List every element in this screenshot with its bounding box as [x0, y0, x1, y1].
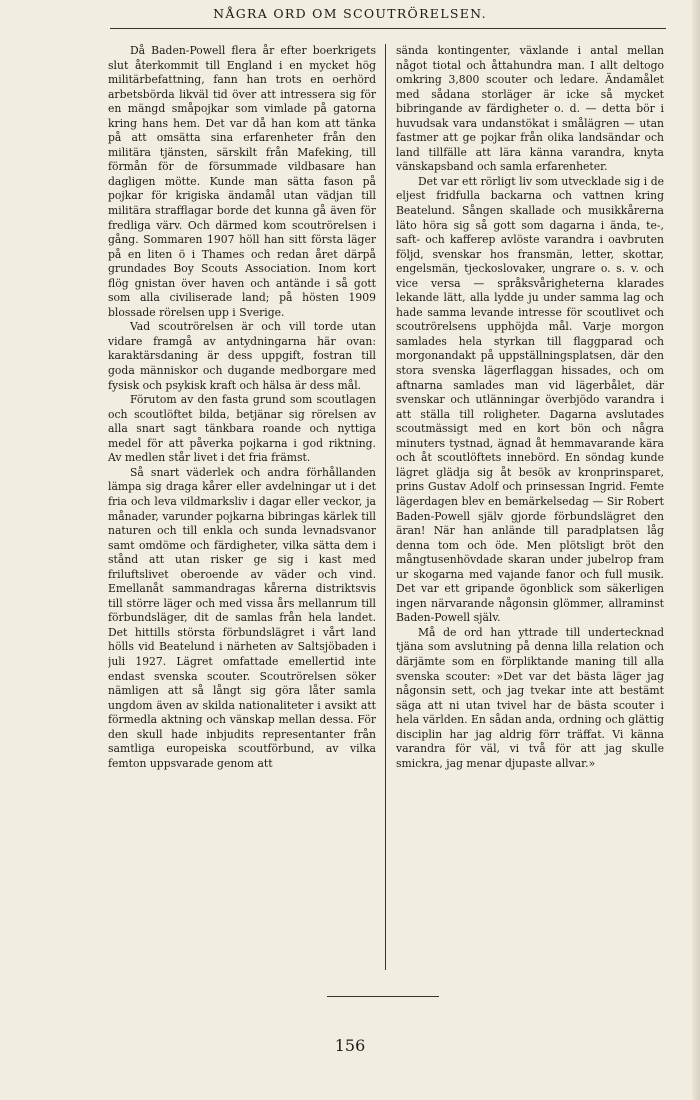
paragraph: Förutom av den fasta grund som scoutlagen och scoutlöftet bilda, betjänar sig rörelsen av alla snart sagt tänkbara roande och nyttiga medel för att påverka pojkarna i god riktning. Av medlen står livet i det fria främst. [108, 393, 376, 465]
paragraph: Det var ett rörligt liv som utvecklade sig i de eljest fridfulla backarna och vattnen kring Beatelund. Sången skallade och musikkårerna läto höra sig så gott som dagarna i ända, te-, saft- och kafferep avlöste varandra i oavbruten följd, svenskar hos fransmän, letter, skottar, engelsmän, tjeckoslovaker, ungrare o. s. v. och vice versa — språksvårigheterna klarades lekande lätt, alla lydde ju under samma lag och hade samma levande intresse för scoutlivet och scoutrörelsens upphöjda mål. Varje morgon samlades hela styrkan till flaggparad och morgonandakt på uppställningsplatsen, där den stora svenska lägerflaggan hissades, och om aftnarna samlades man vid lägerbålet, där svenskar och utlänningar överbjödo varandra i att ställa till roligheter. Dagarna avslutades scoutmässigt med en kort bön och några minuters tystnad, ägnad åt hemmavarande kära och åt scoutlöftets innebörd. En söndag kunde lägret glädja sig åt besök av kronprinsparet, prins Gustav Adolf och prinsessan Ingrid. Femte lägerdagen blev en bemärkelsedag — Sir Robert Baden-Powell själv gjorde förbundslägret den äran! När han anlände till paradplatsen låg denna tom och öde. Men plötsligt bröt den mångtusenhövdade skaran under jubelrop fram ur skogarna med vajande fanor och full musik. Det var ett gripande ögonblick som säkerligen ingen närvarande någonsin glömmer, allraminst Baden-Powell själv. [396, 174, 664, 625]
page-number: 156 [334, 1036, 366, 1055]
paragraph: Så snart väderlek och andra förhållanden lämpa sig draga kårer eller avdelningar ut i det fria och leva vildmarksliv i dagar eller veckor, ja månader, varunder pojkarna bibringas kärlek till naturen och till enkla och sunda levnadsvanor samt omdöme och färdigheter, vilka sätta dem i stånd att utan risker ge sig i kast med friluftslivet oberoende av väder och vind. Emellanåt sammandragas kårerna distriktsvis till större läger och med vissa års mellanrum till förbundsläger, dit de samlas från hela landet. Det hittills största förbundslägret i vårt land hölls vid Beatelund i närheten av Saltsjöbaden i juli 1927. Lägret omfattade emellertid inte endast svenska scouter. Scoutrörelsen söker nämligen att så långt sig göra låter samla ungdom även av skilda nationaliteter i avsikt att förmedla aktning och vänskap mellan dessa. För den skull hade inbjudits representanter från samtliga europeiska scoutförbund, av vilka femton uppsvarade genom att [108, 465, 376, 770]
right-column [396, 44, 664, 974]
paragraph: Må de ord han yttrade till undertecknad tjäna som avslutning på denna lilla relation och därjämte som en förpliktande maning till alla svenska scouter: »Det var det bästa läger jag någonsin sett, och jag tvekar inte att bestämt säga att ni utan tvivel har de bästa scouter i hela världen. En sådan anda, ordning och glättig disciplin har jag aldrig förr träffat. Vi känna varandra för väl, vi två för att jag skulle smickra, jag menar djupaste allvar.» [396, 625, 664, 770]
running-header: NÅGRA ORD OM SCOUTRÖRELSEN. [213, 6, 487, 21]
page-edge [692, 0, 700, 1100]
paragraph: Då Baden-Powell flera år efter boerkrigets slut återkommit till England i en mycket hög militärbefattning, fann han trots en oerhörd arbetsbörda likväl tid över att intressera sig för en mängd småpojkar som vimlade på gatorna kring hans hem. Det var då han kom att tänka på att omsätta sina erfarenheter från den militära tjänsten, särskilt från Mafeking, till förmån för de försummade vildbasare han dagligen mötte. Kunde man sätta fason på pojkar för krigiska ändamål utan vädjan till militära strafflagar borde det kunna gå även för fredliga värv. Och därmed kom scoutrörelsen i gång. Sommaren 1907 höll han sitt första läger på en liten ö i Thames och redan året därpå grundades Boy Scouts Association. Inom kort flög gnistan över haven och antände i så gott som alla civiliserade land; på hösten 1909 blossade rörelsen upp i Sverige. [108, 44, 376, 319]
paragraph: Vad scoutrörelsen är och vill torde utan vidare framgå av antydningarna här ovan: karaktärsdaning är dess uppgift, fostran till goda människor och dugande medborgare med fysisk och psykisk kraft och hälsa är dess mål. [108, 320, 376, 392]
footer-rule [327, 996, 439, 997]
paragraph: sända kontingenter, växlande i antal mellan något tiotal och åttahundra man. I allt deltogo omkring 3,800 scouter och ledare. Ändamålet med sådana storläger är icke så mycket bibringande av färdigheter o. d. — detta bör i huvudsak vara undanstökat i smålägren — utan fastmer att ge pojkar från olika landsändar och land tillfälle att lära känna varandra, knyta vänskapsband och samla erfarenheter. [396, 44, 664, 174]
column-divider [385, 44, 386, 970]
header-rule [110, 28, 666, 29]
left-column [108, 44, 376, 974]
